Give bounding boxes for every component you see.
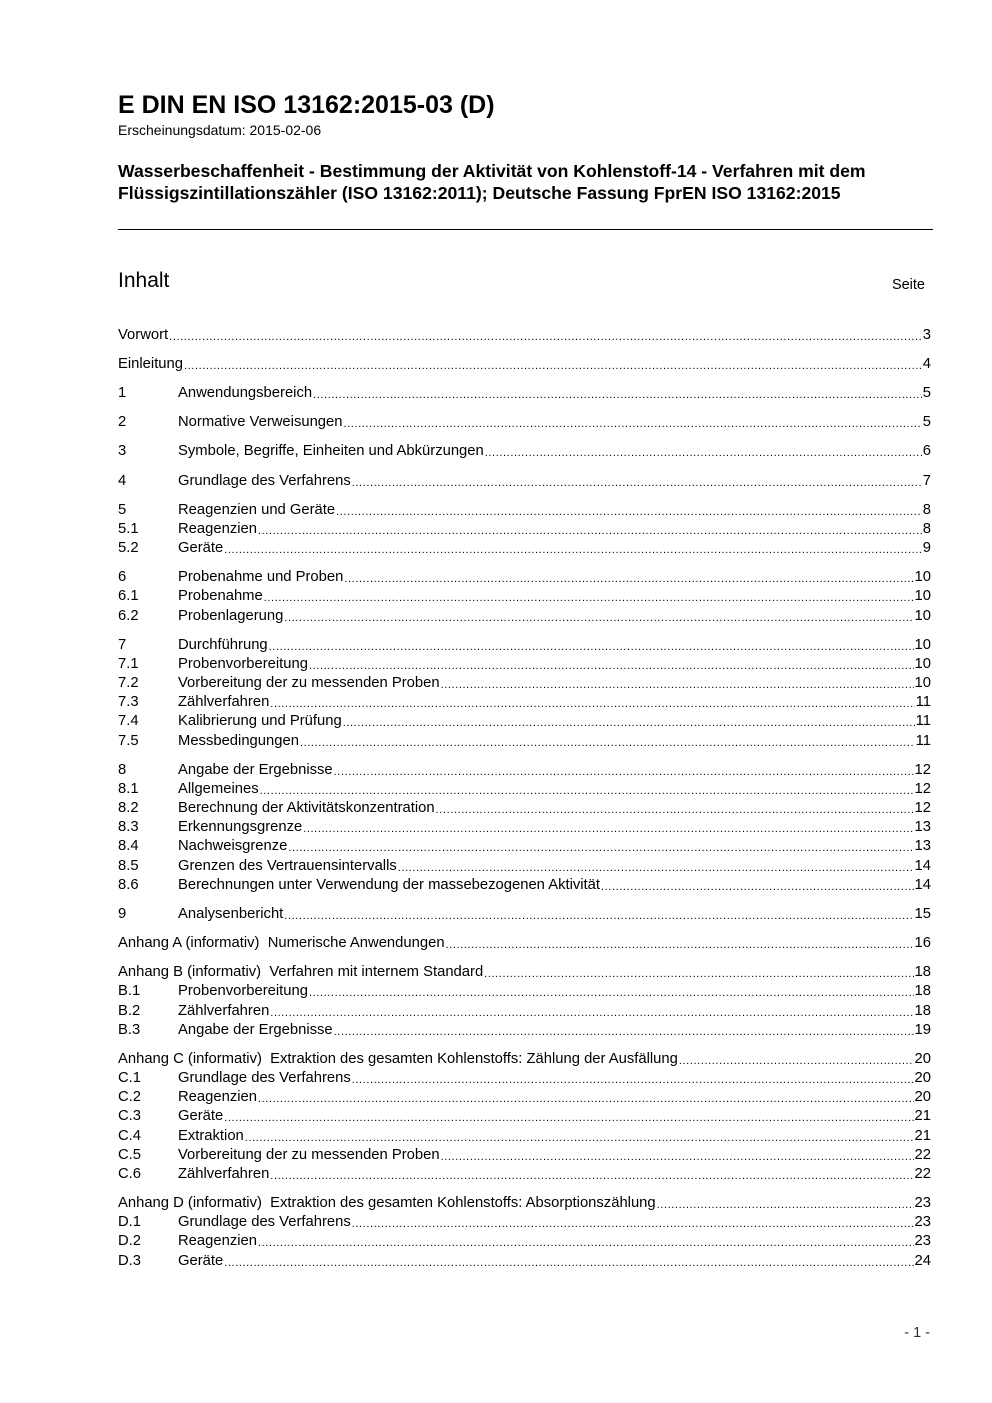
toc-entry[interactable] (118, 413, 931, 432)
toc-dot-leader (312, 384, 922, 403)
toc-entry-title: Berechnungen unter Verwendung der massebezogenen Aktivität (178, 877, 600, 893)
toc-entry-number: C.6 (118, 1166, 142, 1182)
toc-dot-leader (269, 1002, 913, 1021)
toc-dot-leader (223, 1107, 913, 1126)
page-number: - 1 - (904, 1325, 930, 1341)
toc-entry-title: Durchführung (178, 637, 268, 653)
toc-entry-page: 19 (914, 1022, 931, 1038)
toc-entry-number: D.1 (118, 1214, 142, 1230)
toc-entry[interactable] (118, 568, 931, 587)
toc-page-column-label: Seite (891, 277, 925, 293)
toc-entry-page: 22 (914, 1166, 931, 1182)
toc-dot-leader (308, 655, 914, 674)
toc-entry-page: 8 (922, 502, 931, 518)
toc-entry-title: Geräte (178, 540, 224, 556)
toc-dot-leader (257, 1232, 914, 1251)
toc-dot-leader (283, 607, 913, 626)
toc-entry[interactable] (118, 539, 931, 558)
toc-entry-title: Angabe der Ergebnisse (178, 762, 333, 778)
toc-entry-number: 8.5 (118, 858, 139, 874)
toc-entry-page: 3 (922, 327, 931, 343)
toc-entry-title: Kalibrierung und Prüfung (178, 713, 342, 729)
toc-entry-page: 10 (914, 656, 931, 672)
toc-entry-number: 8.1 (118, 781, 139, 797)
toc-dot-leader (244, 1127, 914, 1146)
toc-entry-page: 18 (914, 964, 931, 980)
toc-entry[interactable] (118, 934, 931, 953)
toc-entry-page: 16 (914, 935, 931, 951)
toc-entry[interactable] (118, 963, 931, 982)
toc-entry[interactable] (118, 1213, 931, 1232)
toc-entry-title: Geräte (178, 1253, 224, 1269)
toc-entry-title: Zählverfahren (178, 1166, 270, 1182)
toc-entry[interactable] (118, 712, 931, 731)
toc-dot-leader (600, 876, 914, 895)
toc-dot-leader (333, 1021, 914, 1040)
toc-entry-title: Grenzen des Vertrauensintervalls (178, 858, 397, 874)
toc-dot-leader (183, 355, 922, 374)
toc-entry-page: 10 (914, 608, 931, 624)
toc-entry-page: 11 (915, 733, 931, 749)
toc-entry-page: 21 (914, 1128, 931, 1144)
toc-entry-title: Angabe der Ergebnisse (178, 1022, 333, 1038)
toc-dot-leader (445, 934, 914, 953)
toc-entry-page: 24 (914, 1253, 931, 1269)
toc-entry-page: 11 (915, 713, 931, 729)
toc-entry-number: C.3 (118, 1108, 142, 1124)
toc-entry[interactable] (118, 587, 931, 606)
toc-entry-number: 7.2 (118, 675, 139, 691)
toc-dot-leader (343, 413, 922, 432)
toc-entry-title: Grundlage des Verfahrens (178, 1214, 351, 1230)
toc-dot-leader (259, 780, 914, 799)
toc-entry-number: 7 (118, 637, 127, 653)
toc-entry[interactable] (118, 982, 931, 1001)
toc-entry-title: Vorwort (118, 327, 169, 343)
toc-entry[interactable] (118, 837, 931, 856)
toc-entry[interactable] (118, 1194, 931, 1213)
toc-entry-page: 18 (914, 1003, 931, 1019)
toc-entry-title: Anhang A (informativ) Numerische Anwendungen (118, 935, 445, 951)
toc-entry-page: 23 (914, 1233, 931, 1249)
toc-entry-title: Reagenzien (178, 1089, 257, 1105)
header-divider (118, 229, 933, 230)
toc-entry[interactable] (118, 384, 931, 403)
toc-entry-page: 15 (914, 906, 931, 922)
toc-entry[interactable] (118, 1146, 931, 1165)
toc-entry-number: C.4 (118, 1128, 142, 1144)
toc-entry-page: 6 (922, 443, 931, 459)
toc-entry-title: Zählverfahren (178, 694, 270, 710)
toc-entry-page: 22 (914, 1147, 931, 1163)
toc-entry[interactable] (118, 326, 931, 345)
toc-dot-leader (351, 1213, 914, 1232)
toc-entry-number: 8 (118, 762, 127, 778)
toc-entry-title: Vorbereitung der zu messenden Proben (178, 675, 440, 691)
toc-entry-title: Probenahme (178, 588, 263, 604)
toc-entry-title: Reagenzien und Geräte (178, 502, 336, 518)
toc-dot-leader (223, 539, 922, 558)
toc-entry-title: Messbedingungen (178, 733, 299, 749)
toc-dot-leader (283, 905, 913, 924)
toc-entry-title: Einleitung (118, 356, 183, 372)
toc-dot-leader (299, 732, 915, 751)
toc-entry-page: 14 (914, 877, 931, 893)
toc-entry-number: B.3 (118, 1022, 141, 1038)
toc-dot-leader (269, 1165, 913, 1184)
toc-entry-page: 18 (914, 983, 931, 999)
toc-entry-title: Normative Verweisungen (178, 414, 343, 430)
toc-entry-title: Reagenzien (178, 521, 257, 537)
toc-entry-number: 6.1 (118, 588, 139, 604)
toc-dot-leader (287, 837, 913, 856)
toc-heading: Inhalt (118, 269, 170, 292)
toc-entry-number: 8.6 (118, 877, 139, 893)
toc-dot-leader (268, 636, 914, 655)
toc-dot-leader (678, 1050, 914, 1069)
toc-entry[interactable] (118, 655, 931, 674)
toc-entry[interactable] (118, 799, 931, 818)
toc-entry-page: 8 (922, 521, 931, 537)
toc-dot-leader (257, 1088, 914, 1107)
toc-entry-page: 10 (914, 637, 931, 653)
toc-dot-leader (168, 326, 922, 345)
toc-entry[interactable] (118, 607, 931, 626)
toc-dot-leader (335, 501, 922, 520)
toc-entry-number: 5 (118, 502, 127, 518)
toc-entry[interactable] (118, 1050, 931, 1069)
toc-entry[interactable] (118, 1021, 931, 1040)
toc-entry[interactable] (118, 1002, 931, 1021)
toc-entry-number: 4 (118, 473, 127, 489)
toc-entry-number: 8.4 (118, 838, 139, 854)
toc-entry-number: 1 (118, 385, 127, 401)
toc-entry-title: Anhang D (informativ) Extraktion des gesamten Kohlenstoffs: Absorptionszählung (118, 1195, 656, 1211)
toc-entry-number: 8.2 (118, 800, 139, 816)
toc-entry-title: Berechnung der Aktivitätskonzentration (178, 800, 435, 816)
toc-entry[interactable] (118, 732, 931, 751)
toc-entry[interactable] (118, 1232, 931, 1251)
toc-entry-page: 20 (914, 1070, 931, 1086)
toc-entry[interactable] (118, 636, 931, 655)
toc-dot-leader (333, 761, 914, 780)
toc-dot-leader (257, 520, 922, 539)
toc-entry-page: 13 (914, 838, 931, 854)
toc-entry-page: 20 (914, 1051, 931, 1067)
toc-entry[interactable] (118, 442, 931, 461)
toc-entry[interactable] (118, 876, 931, 895)
toc-dot-leader (483, 963, 913, 982)
toc-entry-number: 7.4 (118, 713, 139, 729)
toc-entry-number: 8.3 (118, 819, 139, 835)
toc-entry-number: C.5 (118, 1147, 142, 1163)
document-title: E DIN EN ISO 13162:2015-03 (D) (118, 91, 495, 119)
toc-entry[interactable] (118, 501, 931, 520)
toc-entry[interactable] (118, 674, 931, 693)
toc-entry-title: Probenvorbereitung (178, 983, 308, 999)
toc-entry-page: 11 (915, 694, 931, 710)
toc-entry-title: Anhang C (informativ) Extraktion des gesamten Kohlenstoffs: Zählung der Ausfällung (118, 1051, 678, 1067)
toc-entry-number: 5.2 (118, 540, 139, 556)
toc-entry[interactable] (118, 1165, 931, 1184)
toc-entry[interactable] (118, 818, 931, 837)
toc-entry-page: 9 (922, 540, 931, 556)
toc-entry-page: 12 (914, 781, 931, 797)
toc-entry-number: B.1 (118, 983, 141, 999)
toc-entry[interactable] (118, 693, 931, 712)
toc-entry-title: Anhang B (informativ) Verfahren mit internem Standard (118, 964, 484, 980)
toc-dot-leader (440, 674, 914, 693)
toc-entry-page: 10 (914, 588, 931, 604)
toc-entry-number: C.1 (118, 1070, 142, 1086)
toc-dot-leader (302, 818, 913, 837)
toc-entry-number: 9 (118, 906, 127, 922)
toc-entry-page: 5 (922, 414, 931, 430)
toc-entry-number: 6 (118, 569, 127, 585)
toc-entry[interactable] (118, 1107, 931, 1126)
toc-entry[interactable] (118, 761, 931, 780)
toc-entry-title: Nachweisgrenze (178, 838, 288, 854)
toc-entry-title: Grundlage des Verfahrens (178, 1070, 351, 1086)
toc-entry-title: Probenvorbereitung (178, 656, 308, 672)
toc-entry[interactable] (118, 1127, 931, 1146)
toc-entry-title: Zählverfahren (178, 1003, 270, 1019)
toc-dot-leader (308, 982, 914, 1001)
toc-entry[interactable] (118, 355, 931, 374)
toc-entry-page: 4 (922, 356, 931, 372)
toc-entry-page: 23 (914, 1214, 931, 1230)
toc-entry[interactable] (118, 1088, 931, 1107)
toc-dot-leader (223, 1252, 913, 1271)
toc-entry-title: Extraktion (178, 1128, 244, 1144)
toc-entry-number: 7.1 (118, 656, 139, 672)
toc-dot-leader (269, 693, 914, 712)
toc-entry-page: 12 (914, 762, 931, 778)
toc-entry-number: 7.5 (118, 733, 139, 749)
toc-entry-page: 21 (914, 1108, 931, 1124)
toc-entry-title: Probenahme und Proben (178, 569, 344, 585)
toc-dot-leader (397, 857, 914, 876)
toc-entry-number: 7.3 (118, 694, 139, 710)
toc-entry-page: 23 (914, 1195, 931, 1211)
toc-entry[interactable] (118, 780, 931, 799)
toc-entry-number: 5.1 (118, 521, 139, 537)
toc-dot-leader (440, 1146, 914, 1165)
toc-entry-title: Reagenzien (178, 1233, 257, 1249)
document-subtitle: Wasserbeschaffenheit - Bestimmung der Aktivität von Kohlenstoff-14 - Verfahren mit dem Flüssigszintillationszähler (ISO 13162:2011); Deutsche Fassung FprEN ISO 13162:2015 (118, 161, 866, 203)
toc-entry-page: 13 (914, 819, 931, 835)
toc-entry-number: 2 (118, 414, 127, 430)
toc-entry-number: 6.2 (118, 608, 139, 624)
toc-entry-title: Anwendungsbereich (178, 385, 313, 401)
toc-entry-number: 3 (118, 443, 127, 459)
toc-entry[interactable] (118, 472, 931, 491)
toc-entry-page: 20 (914, 1089, 931, 1105)
toc-entry-title: Symbole, Begriffe, Einheiten und Abkürzungen (178, 443, 484, 459)
toc-dot-leader (351, 472, 922, 491)
toc-entry[interactable] (118, 1069, 931, 1088)
toc-entry-title: Grundlage des Verfahrens (178, 473, 351, 489)
toc-entry-number: C.2 (118, 1089, 142, 1105)
toc-dot-leader (435, 799, 914, 818)
toc-entry-page: 14 (914, 858, 931, 874)
toc-entry-title: Allgemeines (178, 781, 259, 797)
toc-entry-number: D.2 (118, 1233, 142, 1249)
toc-entry-title: Analysenbericht (178, 906, 284, 922)
toc-dot-leader (263, 587, 914, 606)
toc-dot-leader (343, 568, 913, 587)
publication-date: Erscheinungsdatum: 2015-02-06 (118, 122, 322, 138)
toc-entry[interactable] (118, 905, 931, 924)
toc-entry[interactable] (118, 1252, 931, 1271)
toc-entry-page: 10 (914, 569, 931, 585)
toc-entry-page: 7 (922, 473, 931, 489)
toc-entry-title: Geräte (178, 1108, 224, 1124)
toc-entry[interactable] (118, 857, 931, 876)
toc-entry-page: 10 (914, 675, 931, 691)
toc-dot-leader (351, 1069, 914, 1088)
toc-entry-title: Vorbereitung der zu messenden Proben (178, 1147, 440, 1163)
toc-entry-number: B.2 (118, 1003, 141, 1019)
toc-entry-title: Erkennungsgrenze (178, 819, 303, 835)
toc-entry[interactable] (118, 520, 931, 539)
toc-entry-page: 5 (922, 385, 931, 401)
toc-entry-title: Probenlagerung (178, 608, 284, 624)
toc-dot-leader (656, 1194, 914, 1213)
toc-entry-page: 12 (914, 800, 931, 816)
toc-dot-leader (484, 442, 922, 461)
toc-entry-number: D.3 (118, 1253, 142, 1269)
toc-dot-leader (342, 712, 915, 731)
